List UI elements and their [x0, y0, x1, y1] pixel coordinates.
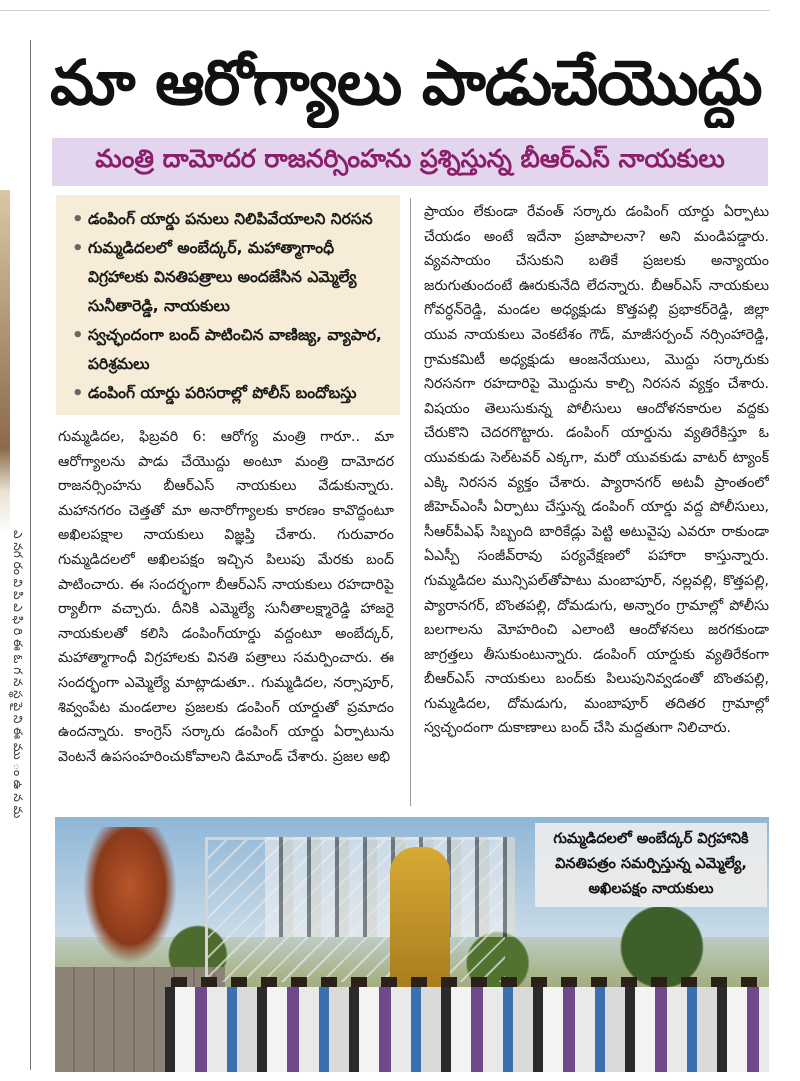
highlights-list [70, 205, 390, 408]
highlights-box [56, 195, 400, 415]
photo-ambedkar-statue [390, 847, 450, 997]
photo-statue-left [75, 827, 185, 977]
photo-crowd-ground [165, 987, 769, 1072]
headline: మా ఆరోగ్యాలు పాడుచేయొద్దు [50, 46, 762, 119]
highlight-item: • స్వచ్ఛందంగా బంద్ పాటించిన వాణిజ్య, వ్యాపార, పరిశ్రమలు [70, 321, 390, 379]
column-rule [30, 40, 31, 1070]
highlight-item: • డంపింగ్ యార్డు పనులు నిలిపివేయాలని నిరసన [70, 205, 390, 234]
column-divider [410, 198, 411, 806]
subheadline-band [52, 138, 768, 186]
subheadline: మంత్రి దామోదర రాజనర్సింహను ప్రశ్నిస్తున్న బీఆర్ఎస్ నాయకులు [95, 144, 725, 173]
photo-caption: గుమ్మడిదలలో అంబేద్కర్ విగ్రహానికి వినతిపత్రం సమర్పిస్తున్న ఎమ్మెల్యే, అఖిలపక్షం నాయకులు [535, 823, 767, 907]
highlight-item: • గుమ్మడిదలలో అంబేద్కర్, మహాత్మాగాంధీ విగ్రహాలకు వినతిపత్రాలు అందజేసిన ఎమ్మెల్యే సునీతారెడ్డి, నాయకులు [70, 234, 390, 321]
top-rule [0, 10, 770, 11]
article-body-right: ప్రాయం లేకుండా రేవంత్ సర్కారు డంపింగ్ యార్డు ఏర్పాటు చేయడం అంటే ఇదేనా ప్రజాపాలనా? అని మండిపడ్డారు. వ్యవసాయం చేసుకుని బతికే ప్రజలకు అన్యాయం జరుగుతుందంటే ఊరుకునేది లేదన్నారు. బీఆర్ఎస్ నాయకులు గోవర్ధన్‌రెడ్డి, మండల అధ్యక్షుడు కొత్తపల్లి ప్రభాకర్‌రెడ్డి, జిల్లా యువ నాయకులు వెంకటేశం గౌడ్, మాజీసర్పంచ్ నర్సింహారెడ్డి, గ్రామకమిటీ అధ్యక్షుడు ఆంజనేయులు, మొద్దు సర్కారుకు నిరసనగా రహదారిపై మొద్దును కాల్చి నిరసన వ్యక్తం చేశారు. విషయం తెలుసుకున్న పోలీసులు ఆందోళనకారుల వద్దకు చేరుకొని చెదరగొట్టారు. డంపింగ్ యార్డును వ్యతిరేకిస్తూ ఓ యువకుడు సెల్‌టవర్ ఎక్కగా, మరో యువకుడు వాటర్ ట్యాంక్ ఎక్కి నిరసన వ్యక్తం చేశారు. ప్యారానగర్ అటవీ ప్రాంతంలో జీహెచ్ఎంసీ ఏర్పాటు చేస్తున్న డంపింగ్ యార్డు వద్ద పోలీసులు, సీఆర్‌పీఎఫ్ సిబ్బంది బారికేడ్లు పెట్టి అటువైపు ఎవరూ రాకుండా ఏఎస్పీ సంజీవ్‌రావు పర్యవేక్షణలో పహారా కాస్తున్నారు. గుమ్మడిదల మున్సిపల్‌తోపాటు మంబాపూర్, నల్లవల్లి, కొత్తపల్లి, ప్యారానగర్, బొంతపల్లి, దోమడుగు, అన్నారం గ్రామాల్లో పోలీసు బలగాలను మోహరించి ఎలాంటి ఆందోళనలు జరగకుండా జాగ్రత్తలు తీసుకుంటున్నారు. డంపింగ్ యార్డుకు వ్యతిరేకంగా బీఆర్ఎస్ నాయకులు బంద్‌కు పిలుపునివ్వడంతో బొంతపల్లి, గుమ్మడిదల, దోమడుగు, మంబాపూర్ తదితర గ్రామాల్లో స్వచ్ఛందంగా దుకాణాలు బంద్ చేసి మద్దతుగా నిలిచారు. [424, 204, 769, 737]
article-body-left: గుమ్మడిదల, ఫిబ్రవరి 6: ఆరోగ్య మంత్రి గారూ.. మా ఆరోగ్యాలను పాడు చేయొద్దు అంటూ మంత్రి దామోదర రాజనర్సింహను బీఆర్ఎస్ నాయకులు వేడుకున్నారు. మహానగరం చెత్తతో మా అనారోగ్యాలకు కారణం కావొద్దంటూ అఖిలపక్షాల నాయకులు విజ్ఞప్తి చేశారు. గురువారం గుమ్మడిదలలో అఖిలపక్షం ఇచ్చిన పిలుపు మేరకు బంద్ పాటించారు. ఈ సందర్భంగా బీఆర్ఎస్ నాయకులు రహదారిపై ర్యాలీగా వచ్చారు. దీనికి ఎమ్మెల్యే సునీతాలక్ష్మారెడ్డి హాజరై నాయకులతో కలిసి డంపింగ్‌యార్డు వద్దంటూ అంబేద్కర్, మహాత్మాగాంధీ విగ్రహాలకు వినతి పత్రాలు సమర్పించారు. ఈ సందర్భంగా ఎమ్మెల్యే మాట్లాడుతూ.. గుమ్మడిదల, నర్సాపూర్, శివ్వంపేట మండలాల ప్రజలకు డంపింగ్ యార్డుతో ప్రమాదం ఉందన్నారు. కాంగ్రెస్ సర్కారు డంపింగ్ యార్డు ఏర్పాటును వెంటనే ఉపసంహరించుకోవాలని డిమాండ్ చేశారు. ప్రజల అభి [58, 429, 394, 765]
highlight-item: • డంపింగ్ యార్డు పరిసరాల్లో పోలీస్ బందోబస్తు [70, 379, 390, 408]
adjacent-column-fragment: ఎ నగ రం వి పి ఎ ఫి రి ఈ ఓ గ న స్థ పై ని ఈ ము ం ఉ న మ [11, 530, 25, 819]
